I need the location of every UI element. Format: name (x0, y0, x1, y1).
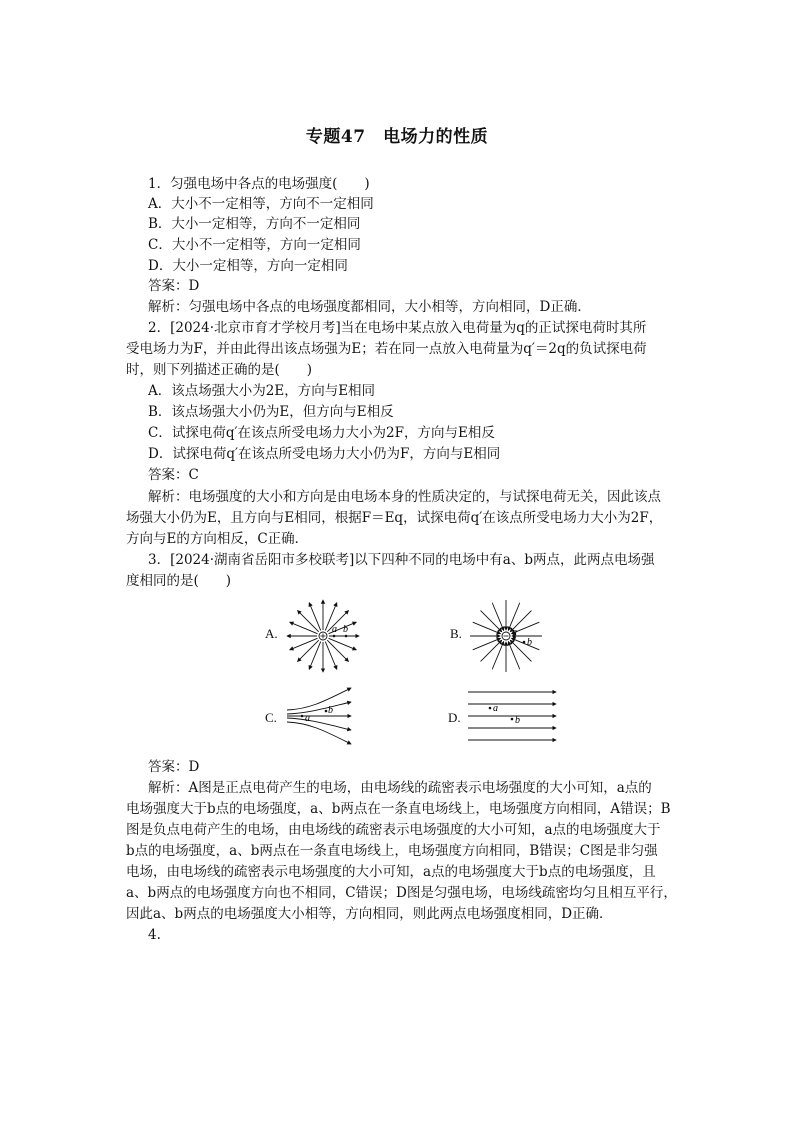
q2-answer: 答案：C (148, 467, 199, 483)
figure-a-point-b: b (343, 624, 348, 635)
q3-answer: 答案：D (148, 759, 200, 775)
figure-a (285, 598, 361, 674)
q1-option-d: D．大小一定相等，方向一定相同 (148, 258, 348, 274)
field-line (508, 642, 519, 670)
q2-analysis-line-1: 解析：电场强度的大小和方向是由电场本身的性质决定的，与试探电荷无关，因此该点 (148, 489, 661, 505)
q3-analysis-line-7: 因此a、b两点的电场强度大小相等，方向相同，则此两点电场强度相同，D正确． (126, 906, 613, 922)
figure-d-point-a: a (493, 703, 498, 714)
q2-option-d: D．试探电荷q′在该点所受电场力大小仍为F，方向与E相同 (148, 446, 501, 462)
q2-stem-line-2: 受电场力为F，并由此得出该点场强为E；若在同一点放入电荷量为q′＝2q的负试探电荷 (126, 341, 647, 357)
q2-analysis-line-2: 场强大小仍为E，且方向与E相同，根据F＝Eq，试探电荷q′在该点所受电场力大小为2F， (126, 510, 663, 526)
field-line (290, 622, 318, 633)
field-line (325, 642, 336, 670)
field-line (309, 603, 320, 631)
field-line (512, 638, 540, 649)
q3-analysis-line-3: 图是负点电荷产生的电场，由电场线的疏密表示电场强度的大小可知，a点的电场强度大于 (126, 822, 661, 838)
q3-analysis-line-1: 解析：A图是正点电荷产生的电场，由电场线的疏密表示电场强度的大小可知，a点的 (148, 780, 652, 796)
q1-option-c: C．大小不一定相等，方向一定相同 (148, 237, 361, 253)
figure-b (468, 598, 544, 674)
q3-analysis-line-4: b点的电场强度，a、b两点在一条直电场线上，电场强度方向相同，B错误；C图是非匀强 (126, 843, 658, 859)
figure-b-point-a: a (512, 627, 517, 638)
field-line (492, 603, 503, 631)
field-line (327, 640, 348, 661)
q1-option-b: B．大小一定相等，方向不一定相同 (148, 216, 361, 232)
figure-b-label: B. (450, 626, 462, 641)
field-line (309, 642, 320, 670)
field-line (473, 638, 501, 649)
field-line (492, 642, 503, 670)
q3-analysis-line-2: 电场强度大于b点的电场强度，a、b两点在一条直电场线上，电场强度方向相同，A错误；B (126, 801, 671, 817)
q2-option-b: B．该点场强大小仍为E，但方向与E相反 (148, 404, 394, 420)
figure-d-label: D. (448, 710, 461, 725)
figure-c (285, 683, 355, 749)
q2-stem-line-3: 时，则下列描述正确的是( ) (126, 362, 313, 378)
field-line (473, 622, 501, 633)
figure-b-point-b: b (527, 637, 532, 648)
q2-option-a: A．该点场强大小为2E，方向与E相同 (148, 383, 376, 399)
figure-b-field-lines (468, 598, 544, 674)
page-title: 专题47 电场力的性质 (305, 127, 489, 147)
q3-stem-line-2: 度相同的是( ) (126, 573, 232, 589)
figure-a-label: A. (265, 626, 278, 641)
field-line (329, 638, 357, 649)
figure-c-field-lines (285, 683, 355, 749)
figure-d (466, 688, 560, 744)
figure-c-point-b: b (328, 705, 333, 716)
field-line (481, 640, 502, 661)
q1-stem: 1．匀强电场中各点的电场强度( ) (148, 176, 370, 192)
field-line (298, 640, 319, 661)
q3-analysis-line-6: a、b两点的电场强度方向也不相同，C错误；D图是匀强电场，电场线疏密均匀且相互平行， (126, 885, 677, 901)
q1-analysis: 解析：匀强电场中各点的电场强度都相同，大小相等，方向相同，D正确． (148, 299, 591, 315)
figure-d-point-b: b (515, 715, 520, 726)
q2-analysis-line-3: 方向与E的方向相反，C正确． (126, 531, 309, 547)
q3-analysis-line-5: 电场，由电场线的疏密表示电场强度的大小可知，a点的电场强度大于b点的电场强度，且 (126, 864, 656, 880)
q3-stem-line-1: 3．[2024·湖南省岳阳市多校联考]以下四种不同的电场中有a、b两点，此两点电场强 (148, 552, 655, 568)
q2-stem-line-1: 2．[2024·北京市育才学校月考]当在电场中某点放入电荷量为q的正试探电荷时其所 (148, 320, 647, 336)
field-line (290, 638, 318, 649)
q2-option-c: C．试探电荷q′在该点所受电场力大小为2F，方向与E相反 (148, 425, 495, 441)
figure-a-point-a: a (332, 624, 337, 635)
q4-stem: 4. (148, 927, 161, 943)
field-line (481, 611, 502, 632)
field-line (298, 611, 319, 632)
figure-c-label: C. (265, 710, 277, 725)
figure-a-field-lines (285, 598, 361, 674)
q1-answer: 答案：D (148, 278, 200, 294)
q1-option-a: A．大小不一定相等，方向不一定相同 (148, 196, 374, 212)
figure-d-field-lines (466, 688, 560, 744)
figure-c-point-a: a (305, 713, 310, 724)
